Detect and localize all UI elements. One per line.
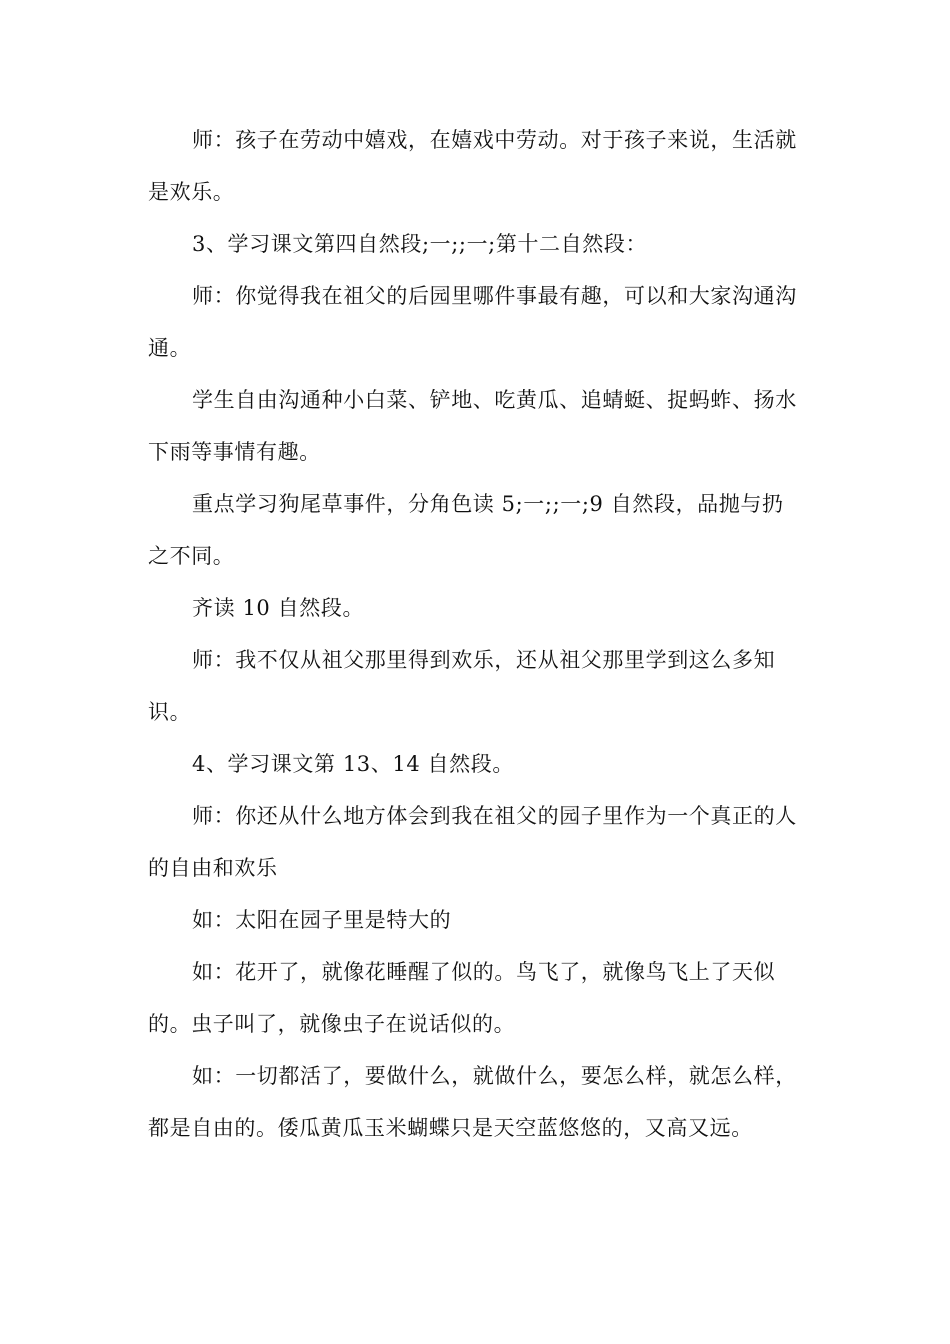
paragraph-7: 师：我不仅从祖父那里得到欢乐，还从祖父那里学到这么多知识。 — [148, 648, 776, 724]
paragraph-8: 4、学习课文第 13、14 自然段。 — [192, 752, 514, 776]
paragraph-1: 师：孩子在劳动中嬉戏，在嬉戏中劳动。对于孩子来说，生活就是欢乐。 — [148, 128, 797, 204]
paragraph-11: 如：花开了，就像花睡醒了似的。鸟飞了，就像鸟飞上了天似的。虫子叫了，就像虫子在说话似的。 — [148, 960, 776, 1036]
paragraph-10: 如：太阳在园子里是特大的 — [192, 908, 452, 932]
paragraph-5: 重点学习狗尾草事件，分角色读 5;一;;一;9 自然段，品抛与扔之不同。 — [148, 492, 784, 568]
paragraph-12: 如：一切都活了，要做什么，就做什么，要怎么样，就怎么样，都是自由的。倭瓜黄瓜玉米蝴蝶只是天空蓝悠悠的，又高又远。 — [148, 1064, 797, 1140]
paragraph-3: 师：你觉得我在祖父的后园里哪件事最有趣，可以和大家沟通沟通。 — [148, 284, 797, 360]
document-body — [148, 114, 802, 1154]
paragraph-6: 齐读 10 自然段。 — [192, 596, 365, 620]
paragraph-2: 3、学习课文第四自然段;一;;一;第十二自然段： — [192, 232, 648, 256]
paragraph-4: 学生自由沟通种小白菜、铲地、吃黄瓜、追蜻蜓、捉蚂蚱、扬水下雨等事情有趣。 — [148, 388, 797, 464]
paragraph-9: 师：你还从什么地方体会到我在祖父的园子里作为一个真正的人的自由和欢乐 — [148, 804, 797, 880]
